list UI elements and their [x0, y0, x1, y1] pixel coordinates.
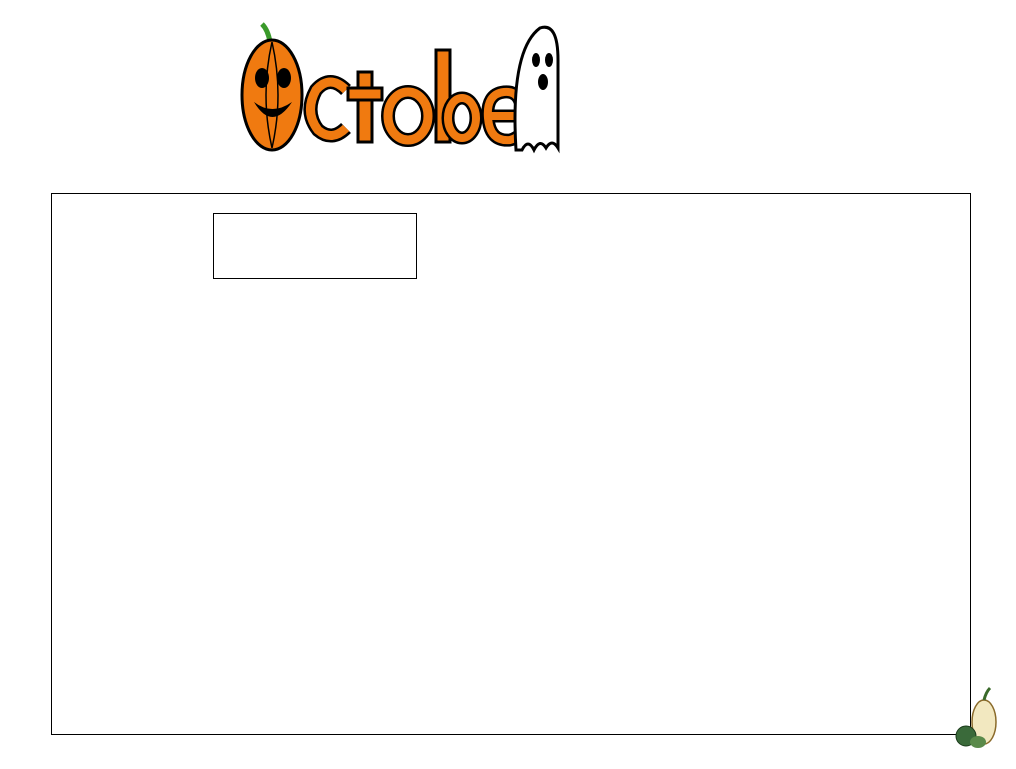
pricing-info — [600, 30, 780, 33]
menu-change-note — [213, 213, 417, 279]
menu-calendar — [51, 193, 971, 735]
serving-times — [800, 28, 960, 36]
pumpkins-decoration — [950, 680, 1000, 750]
october-logo — [240, 20, 560, 160]
